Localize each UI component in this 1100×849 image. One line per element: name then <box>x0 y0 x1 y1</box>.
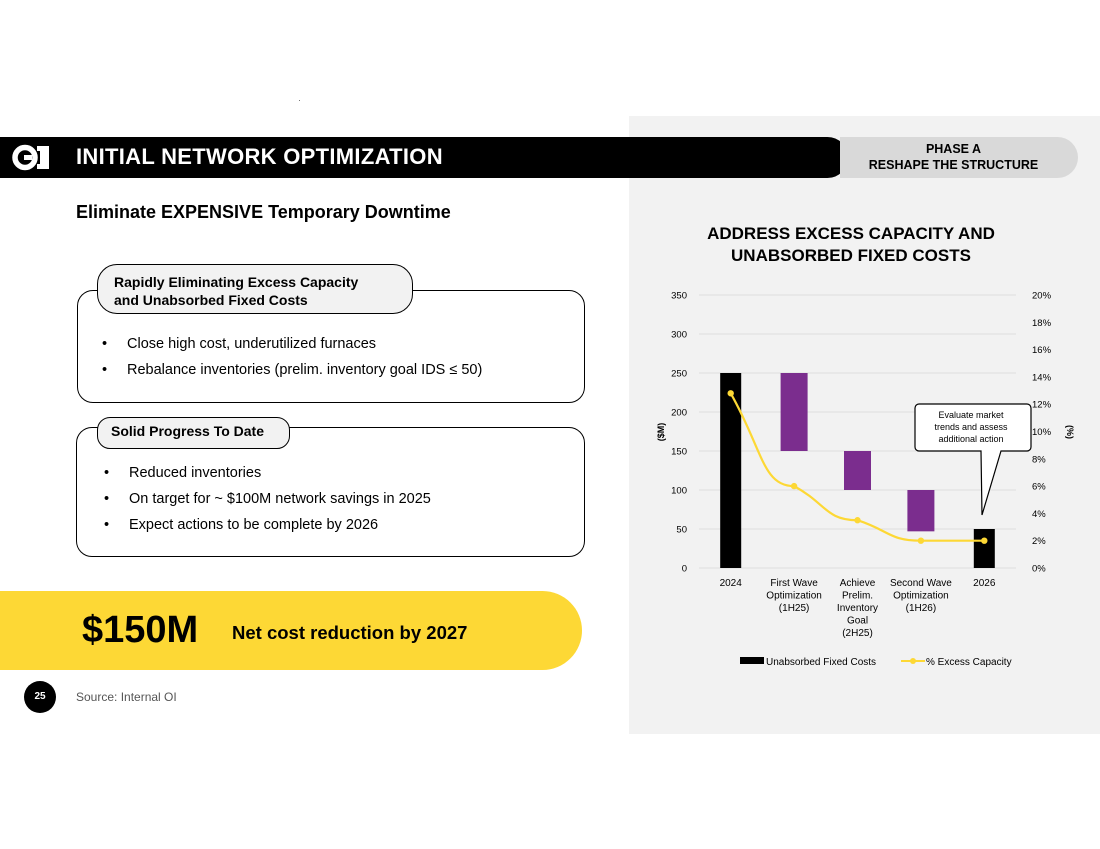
line-point <box>918 538 924 544</box>
waterfall-chart <box>629 116 1100 734</box>
x-tick-label: Achieve <box>839 578 876 589</box>
subtitle-post: Temporary Downtime <box>263 202 451 222</box>
x-tick-label: Optimization <box>766 590 822 602</box>
x-tick-label: Optimization <box>893 590 949 602</box>
section-2-tag: Solid Progress To Date <box>97 417 290 449</box>
phase-line-2: RESHAPE THE STRUCTURE <box>868 158 1039 172</box>
y2-tick-label: 20% <box>1032 290 1052 302</box>
x-tick-label: First Wave <box>770 578 818 589</box>
y2-axis-label: (%) <box>1065 425 1075 439</box>
list-item: • Rebalance inventories (prelim. inventory goal IDS ≤ 50) <box>102 357 482 383</box>
legend-label-line: % Excess Capacity <box>926 657 1012 668</box>
section-1-bullets <box>102 331 482 383</box>
subtitle <box>76 200 451 224</box>
y2-tick-label: 6% <box>1032 481 1046 493</box>
x-tick-label: Goal <box>846 615 869 627</box>
y2-tick-label: 16% <box>1032 345 1052 357</box>
y2-tick-label: 4% <box>1032 508 1046 520</box>
x-tick-label: 2026 <box>973 578 996 589</box>
page-number: 25 <box>24 681 56 713</box>
stray-dot <box>299 100 300 101</box>
y-tick-label: 50 <box>676 524 687 536</box>
list-item: • On target for ~ $100M network savings in 2025 <box>104 486 431 512</box>
legend-swatch-bar <box>740 657 764 664</box>
chart-title-line-2: UNABSORBED FIXED COSTS <box>731 246 971 265</box>
line-point <box>854 517 860 523</box>
y-tick-label: 100 <box>671 485 687 497</box>
callout-line-1: Evaluate market <box>938 410 1004 420</box>
source-note: Source: Internal OI <box>76 690 177 704</box>
section-1-tag-line-2: and Unabsorbed Fixed Costs <box>114 292 308 308</box>
subtitle-emphasis: EXPENSIVE <box>161 202 264 222</box>
legend-marker-line <box>910 658 916 664</box>
legend-label-bar: Unabsorbed Fixed Costs <box>766 657 877 668</box>
y-tick-label: 0 <box>681 563 687 575</box>
x-tick-label: Second Wave <box>889 578 952 589</box>
x-tick-label: 2024 <box>719 578 742 589</box>
list-item: • Reduced inventories <box>104 460 431 486</box>
page-title: INITIAL NETWORK OPTIMIZATION <box>76 144 443 169</box>
highlight-value: $150M <box>82 609 199 651</box>
y2-tick-label: 2% <box>1032 536 1046 548</box>
callout-line-3: additional action <box>938 434 1004 444</box>
subtitle-pre: Eliminate <box>76 202 162 222</box>
bar <box>844 451 871 490</box>
y-axis-label: ($M) <box>656 422 666 442</box>
highlight-caption: Net cost reduction by 2027 <box>232 622 468 643</box>
line-point <box>791 483 797 489</box>
chart-title-line-1: ADDRESS EXCESS CAPACITY AND <box>707 224 995 243</box>
y-tick-label: 350 <box>671 290 687 302</box>
x-tick-label: Inventory <box>836 603 879 614</box>
phase-line-1: PHASE A <box>925 142 982 156</box>
bar <box>907 490 934 531</box>
bar <box>720 373 741 568</box>
list-item: • Expect actions to be complete by 2026 <box>104 512 431 538</box>
list-item: • Close high cost, underutilized furnaces <box>102 331 482 357</box>
y-tick-label: 150 <box>671 446 687 458</box>
y2-tick-label: 8% <box>1032 454 1046 466</box>
bar <box>781 373 808 451</box>
y2-tick-label: 14% <box>1032 372 1052 384</box>
section-2-bullets <box>104 460 431 538</box>
y2-tick-label: 0% <box>1032 563 1046 575</box>
callout-line-2: trends and assess <box>934 422 1008 432</box>
x-tick-label: (2H25) <box>842 628 873 639</box>
y2-tick-label: 10% <box>1032 427 1052 438</box>
line-point <box>728 390 734 396</box>
bar <box>974 529 995 568</box>
y2-tick-label: 12% <box>1032 399 1052 411</box>
x-tick-label: Prelim. <box>841 590 874 602</box>
section-1-tag-line-1: Rapidly Eliminating Excess Capacity <box>114 274 359 290</box>
section-1-tag <box>97 264 413 314</box>
oi-logo-icon <box>12 143 60 172</box>
y2-tick-label: 18% <box>1032 317 1052 329</box>
y-tick-label: 300 <box>671 329 687 341</box>
y-tick-label: 200 <box>671 407 687 419</box>
line-point <box>981 538 987 544</box>
x-tick-label: (1H25) <box>778 603 810 614</box>
y-tick-label: 250 <box>671 368 687 380</box>
x-tick-label: (1H26) <box>905 603 937 614</box>
